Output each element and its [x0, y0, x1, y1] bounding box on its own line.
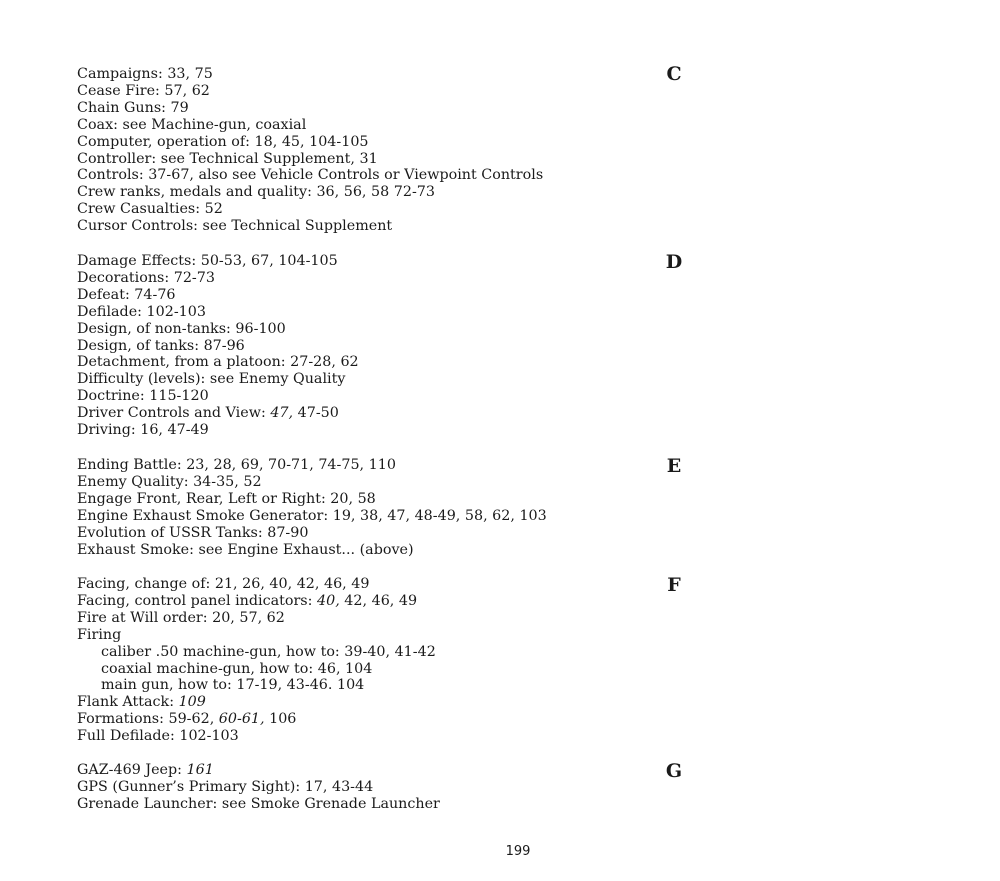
section-letter-f: F [667, 574, 681, 596]
index-entry [77, 593, 697, 610]
entry-italic-page: 109 [178, 694, 206, 711]
entry-italic-page: 40, [317, 592, 340, 609]
index-entry: Exhaust Smoke: see Engine Exhaust... (above) [77, 541, 414, 558]
index-entry: Crew ranks, medals and quality: 36, 56, 58 72-73 [77, 184, 435, 201]
entry-text: Formations: 59-62, [77, 711, 219, 728]
index-entry: Damage Effects: 50-53, 67, 104-105 [77, 253, 338, 269]
index-section-g [77, 762, 697, 813]
index-entry: Chain Guns: 79 [77, 99, 189, 116]
entry-text: Driver Controls and View: [77, 405, 271, 422]
index-entry: Crew Casualties: 52 [77, 201, 223, 218]
entry-italic-page: 47, [270, 405, 294, 422]
index-section-f [77, 576, 697, 745]
entry-pages: 106 [264, 711, 297, 728]
index-entry: Controller: see Technical Supplement, 31 [77, 150, 378, 167]
entry-pages: 47-50 [293, 405, 339, 422]
index-entry: Fire at Will order: 20, 57, 62 [77, 609, 285, 626]
section-letter-e: E [666, 455, 682, 477]
index-entry: Design, of tanks: 87-96 [77, 337, 245, 354]
entry-text: Facing, control panel indicators: [77, 592, 318, 609]
entry-italic-page: 161 [186, 762, 214, 778]
index-entry: Enemy Quality: 34-35, 52 [77, 473, 262, 490]
index-entry: Detachment, from a platoon: 27-28, 62 [77, 354, 359, 371]
index-entry [77, 694, 697, 711]
index-entry: Grenade Launcher: see Smoke Grenade Launcher [77, 795, 440, 812]
entry-pages: 42, 46, 49 [339, 592, 418, 609]
index-entry: Doctrine: 115-120 [77, 388, 209, 405]
index-entry: Ending Battle: 23, 28, 69, 70-71, 74-75, 110 [77, 457, 396, 473]
entry-text: Flank Attack: [77, 694, 179, 711]
index-entry: Defilade: 102-103 [77, 303, 206, 320]
index-entry: Difficulty (levels): see Enemy Quality [77, 371, 346, 388]
index-entry: Defeat: 74-76 [77, 286, 176, 303]
index-entry: Campaigns: 33, 75 [77, 66, 213, 82]
index-entry: GPS (Gunner’s Primary Sight): 17, 43-44 [77, 778, 374, 795]
index-entry: Decorations: 72-73 [77, 269, 215, 286]
entry-text: GAZ-469 Jeep: [77, 762, 187, 778]
index-section-e [77, 457, 697, 558]
index-entry: Facing, change of: 21, 26, 40, 42, 46, 49 [77, 576, 370, 592]
index-entry: Cease Fire: 57, 62 [77, 82, 210, 99]
index-section-c [77, 66, 697, 235]
entry-italic-page: 60-61, [218, 711, 265, 728]
section-letter-g: G [665, 760, 683, 782]
index-subentry: coaxial machine-gun, how to: 46, 104 [101, 660, 373, 677]
index-entry: Design, of non-tanks: 96-100 [77, 320, 286, 337]
page-number: 199 [505, 844, 531, 859]
index-entry: Cursor Controls: see Technical Supplement [77, 218, 393, 235]
index-entry: Driving: 16, 47-49 [77, 422, 209, 439]
index-entry: Controls: 37-67, also see Vehicle Controls or Viewpoint Controls [77, 167, 544, 184]
index-entry: Computer, operation of: 18, 45, 104-105 [77, 133, 369, 150]
section-letter-c: C [666, 63, 682, 85]
index-entry: Engine Exhaust Smoke Generator: 19, 38, 47, 48-49, 58, 62, 103 [77, 507, 547, 524]
index-entry: Coax: see Machine-gun, coaxial [77, 116, 307, 133]
section-letter-d: D [665, 251, 683, 273]
index-entry: Engage Front, Rear, Left or Right: 20, 58 [77, 490, 376, 507]
index-entry [77, 762, 697, 779]
index-subentry: main gun, how to: 17-19, 43-46. 104 [101, 677, 365, 694]
index-section-d [77, 253, 697, 439]
index-entry [77, 711, 697, 728]
index-entry: Firing [77, 626, 122, 643]
index-entry [77, 405, 697, 422]
index-entry: Evolution of USSR Tanks: 87-90 [77, 524, 309, 541]
index-subentry: caliber .50 machine-gun, how to: 39-40, 41-42 [101, 643, 436, 660]
index-entry: Full Defilade: 102-103 [77, 728, 239, 745]
